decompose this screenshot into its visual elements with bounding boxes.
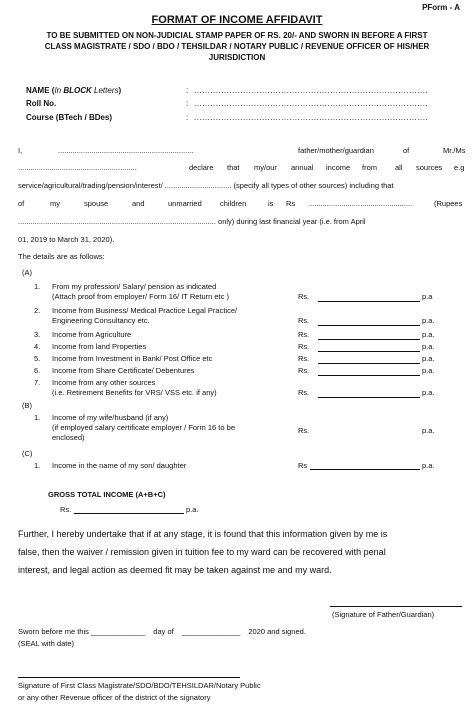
gross-total-rs: Rs. [60,505,72,514]
section-b-rs: Rs. [298,426,310,435]
section-b-num: 1. [34,413,41,422]
parent-signature-label: (Signature of Father/Guardian) [332,610,435,619]
section-a-item-pa: p.a. [422,330,435,339]
section-a-item-pa: p.a [422,292,433,301]
word: unmarried [168,199,202,208]
section-a-item-rs: Rs. [298,292,310,301]
section-a-item-text: Income from any other sources [52,378,156,387]
heading-line-2: CLASS MAGISTRATE / SDO / BDO / TEHSILDAR / NOTARY PUBLIC / REVENUE OFFICER OF HIS/HER [44,42,430,51]
gross-total-pa: p.a. [186,505,199,514]
body-line-5: ............................................................................................... only) during last financial year (i.e. from April [18,217,366,226]
heading-line-1: TO BE SUBMITTED ON NON-JUDICIAL STAMP PAPER OF RS. 20/- AND SWORN IN BEFORE A FIRST [46,31,428,40]
form-code: PForm - A [422,3,460,12]
word: that [227,163,240,172]
section-a-item-num: 3. [34,330,41,339]
section-a-item-text: Income from Share Certificate/ Debentures [52,366,195,375]
mr-ms-text: Mr./Ms [443,146,466,155]
word: children [220,199,247,208]
section-a-item-num: 2. [34,306,41,315]
magistrate-line-1: Signature of First Class Magistrate/SDO/BDO/TEHSILDAR/Notary Public [18,681,261,690]
section-a-item-text: Engineering Consultancy etc. [52,316,150,325]
word: declare [189,163,214,172]
section-c-line: Income in the name of my son/ daughter [52,461,187,470]
section-a-item-rs: Rs. [298,316,310,325]
section-a-item-rs: Rs. [298,330,310,339]
word: of [18,199,25,208]
course-colon: : [186,113,189,122]
section-a-item-rs: Rs. [298,342,310,351]
document-title: FORMAT OF INCOME AFFIDAVIT [151,14,323,26]
name-field[interactable]: ...................................................................................... [194,86,429,95]
section-b-pa: p.a. [422,426,435,435]
section-a-amount-line[interactable] [318,301,420,302]
section-a-item-text: Income from land Properties [52,342,147,351]
sworn-before-text: Sworn before me this [18,627,89,636]
day-of-text: day of [153,627,174,636]
seal-text: (SEAL with date) [18,639,74,648]
section-a-item-rs: Rs. [298,388,310,397]
section-a-item-pa: p.a. [422,354,435,363]
gross-total-label: GROSS TOTAL INCOME (A+B+C) [48,490,166,499]
section-a-amount-line[interactable] [318,397,420,398]
section-a-item-num: 5. [34,354,41,363]
section-a-item-rs: Rs. [298,366,310,375]
word: all [395,163,403,172]
word: spouse [84,199,109,208]
section-a-label: (A) [22,268,32,277]
name-blank[interactable]: ................................................................. [58,146,194,155]
section-c-pa: p.a. [422,461,435,470]
word: e.g [454,163,465,172]
section-a-item-text: (Attach proof from employer/ Form 16/ IT Return etc ) [52,292,230,301]
magistrate-line-2: or any other Revenue officer of the district of the signatory [18,693,211,702]
body-i: I, [18,146,23,155]
undertaking-line-1: Further, I hereby undertake that if at any stage, it is found that this information given by me is [18,529,388,539]
section-a-item-num: 1. [34,282,41,291]
section-b-label: (B) [22,401,32,410]
section-a-item-pa: p.a. [422,342,435,351]
word: and [132,199,145,208]
word: income [326,163,351,172]
section-a-amount-line[interactable] [318,375,420,376]
course-field[interactable]: ...................................................................................... [194,113,429,122]
section-c-num: 1. [34,461,41,470]
name-label: NAME (In BLOCK Letters) [26,86,122,95]
section-a-amount-line[interactable] [318,325,420,326]
gross-total-amount-line[interactable] [74,513,184,514]
of-text: of [403,146,410,155]
word: (Rupees [434,199,463,208]
undertaking-line-2: false, then the waiver / remission given in tuition fee to my ward can be recovered with penal [18,547,386,557]
section-c-label: (C) [22,449,33,458]
section-a-item-text: Income from Business/ Medical Practice Legal Practice/ [52,306,238,315]
sworn-day-blank[interactable]: _____________ [90,627,146,636]
section-a-item-text: Income from Investment in Bank/ Post Office etc [52,354,213,363]
word: from [362,163,377,172]
word: sources [416,163,443,172]
word: my/our [254,163,277,172]
section-a-item-num: 6. [34,366,41,375]
name-colon: : [186,86,189,95]
income-amount-blank[interactable]: .................................................. [308,199,413,208]
details-intro: The details are as follows: [18,252,105,261]
section-b-line-2: (if employed salary certificate employer / Form 16 to be [52,423,235,432]
section-a-item-num: 7. [34,378,41,387]
section-b-line-3: enclosed) [52,433,85,442]
section-a-item-text: From my profession/ Salary/ pension as indicated [52,282,217,291]
word: Rs [286,199,296,208]
course-label: Course (BTech / BDes) [26,113,113,122]
section-a-item-num: 4. [34,342,41,351]
section-a-item-pa: p.a. [422,388,435,397]
section-c-rs: Rs [298,461,308,470]
mr-ms-blank[interactable]: ......................................................... [18,163,137,172]
section-a-amount-line[interactable] [318,339,420,340]
roll-colon: : [186,99,189,108]
section-a-amount-line[interactable] [318,363,420,364]
section-a-amount-line[interactable] [318,351,420,352]
body-line-6: 01, 2019 to March 31, 2020). [18,235,115,244]
section-a-item-rs: Rs. [298,354,310,363]
body-line-3: service/agricultural/trading/pension/interest/ ................................ (specify all types of other sources) including that [18,181,394,190]
roll-field[interactable]: ...................................................................................... [194,99,429,108]
section-a-item-text: Income from Agriculture [52,330,132,339]
section-a-item-pa: p.a. [422,366,435,375]
sworn-year-text: 2020 and signed. [248,627,306,636]
section-b-line-1: Income of my wife/husband (if any) [52,413,169,422]
roll-label: Roll No. [26,99,57,108]
word: annual [291,163,314,172]
word: is [268,199,274,208]
section-a-item-pa: p.a. [422,316,435,325]
heading-line-3: JURISDICTION [208,53,266,62]
section-a-item-text: (i.e. Retirement Benefits for VRS/ VSS etc. if any) [52,388,217,397]
sworn-month-blank[interactable]: ______________ [181,627,241,636]
parent-signature-line[interactable] [330,606,462,607]
section-c-amount-line[interactable] [310,469,420,470]
word: my [50,199,60,208]
sworn-line [18,627,306,636]
undertaking-line-3: interest, and legal action as deemed fit may be taken against me and my ward. [18,565,332,575]
relation-text: father/mother/guardian [298,146,374,155]
magistrate-signature-line[interactable] [18,677,240,678]
